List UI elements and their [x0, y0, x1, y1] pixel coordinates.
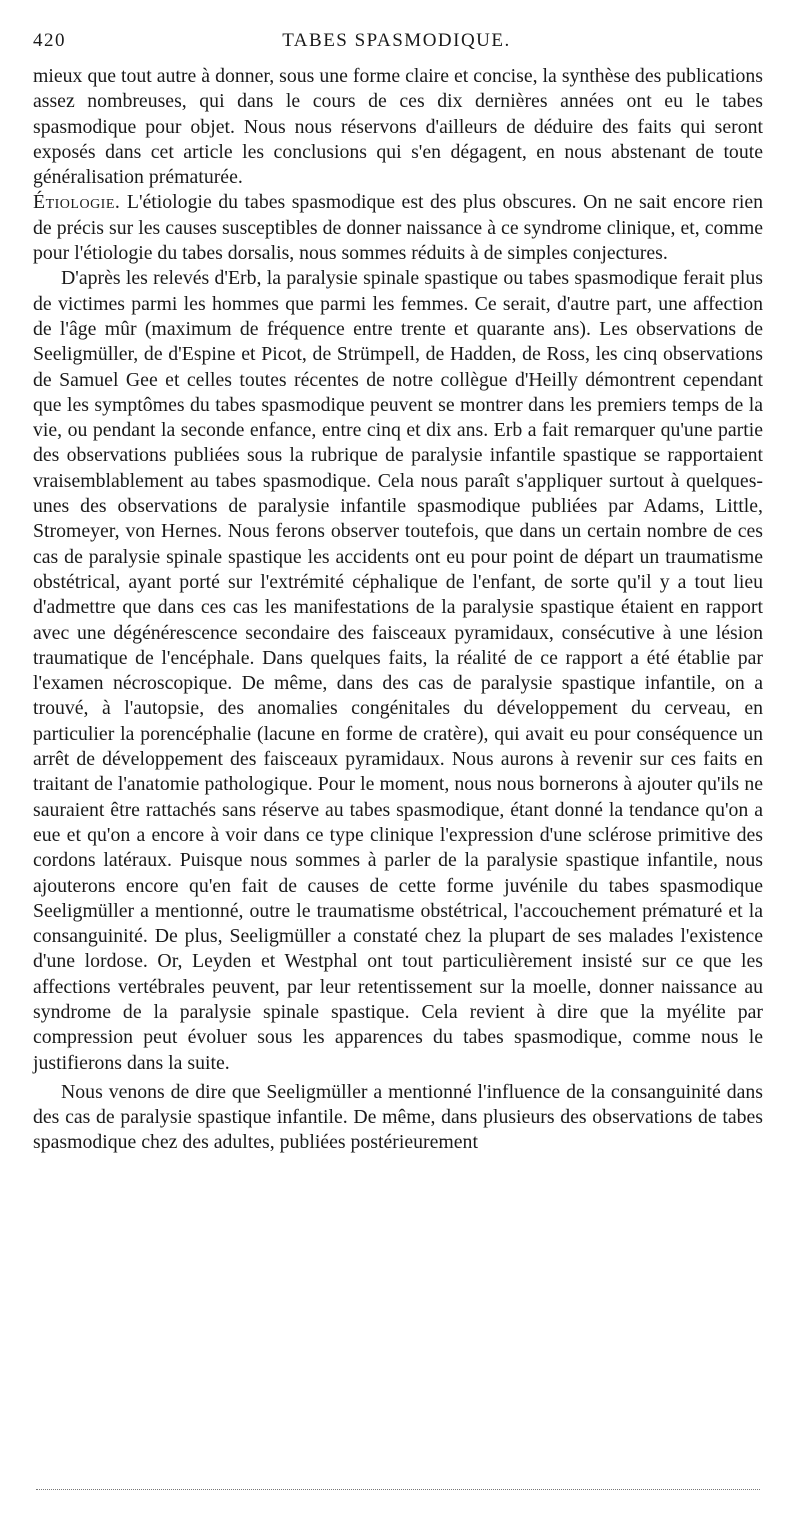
paragraph-etiologie-text: L'étiologie du tabes spasmodique est des plus obscures. On ne sait encore rien de précis sur les causes susceptibles de donner naissance à ce syndrome clinique, et, comme pour l'étiologie du tabes dorsalis, nous sommes réduits à de simples conjectures.	[33, 191, 763, 265]
running-title: TABES SPASMODIQUE.	[282, 30, 511, 51]
running-header	[33, 30, 760, 58]
paragraph-4: Nous venons de dire que Seeligmüller a mentionné l'influence de la consanguinité dans des cas de paralysie spastique infantile. De même, dans plusieurs des observations de tabes spasmodique chez des adultes, publiées postérieurement	[33, 1080, 763, 1154]
section-heading-etiologie: Étiologie.	[33, 191, 121, 214]
body-text	[33, 64, 763, 1156]
page-number: 420	[33, 30, 66, 51]
paragraph-etiologie	[33, 190, 763, 266]
paragraph-3: D'après les relevés d'Erb, la paralysie spinale spastique ou tabes spasmodique ferait plus de victimes parmi les hommes que parmi les femmes. Ce serait, d'autre part, une affection de l'âge mûr (maximum de fréquence entre trente et quarante ans). Les observations de Seeligmüller, de d'Espine et Picot, de Strümpell, de Hadden, de Ross, les cinq observations de Samuel Gee et celles toutes récentes de notre collègue d'Heilly démontrent cependant que les symptômes du tabes spasmodique peuvent se montrer dans les premiers temps de la vie, ou pendant la seconde enfance, entre cinq et dix ans. Erb a fait remarquer qu'une partie des observations publiées sous la rubrique de paralysie infantile spastique se rapportaient vraisemblablement au tabes spasmodique. Cela nous paraît s'appliquer surtout à quelques-unes des observations de paralysie infantile spasmodique publiées par Adams, Little, Stromeyer, von Hernes. Nous ferons observer toutefois, que dans un certain nombre de ces cas de paralysie spinale spastique les accidents ont eu pour point de départ un traumatisme obstétrical, ayant porté sur l'extrémité céphalique de l'enfant, de sorte qu'il y a tout lieu d'admettre que dans ces cas les manifestations de la paralysie spastique étaient en rapport avec une dégénérescence secondaire des faisceaux pyramidaux, consécutive à une lésion traumatique de l'encéphale. Dans quelques faits, la réalité de ce rapport a été établie par l'examen nécroscopique. De même, dans des cas de paralysie spastique infantile, on a trouvé, à l'autopsie, des anomalies congénitales du développement du cerveau, en particulier la porencéphalie (lacune en forme de cratère), qui avait eu pour conséquence un arrêt de développement des faisceaux pyramidaux. Nous aurons à revenir sur ces faits en traitant de l'anatomie pathologique. Pour le moment, nous nous bornerons à ajouter qu'ils ne sauraient être rattachés sans réserve au tabes spasmodique, étant donné la tendance qu'on a eue et qu'on a encore à voir dans ce type clinique l'expression d'une sclérose primitive des cordons latéraux. Puisque nous sommes à parler de la paralysie spastique infantile, nous ajouterons encore qu'en fait de causes de cette forme juvénile du tabes spasmodique Seeligmüller a mentionné, outre le traumatisme obstétrical, l'accouchement prématuré et la consanguinité. De plus, Seeligmüller a constaté chez la plupart de ses malades l'existence d'une lordose. Or, Leyden et Westphal ont tout particulièrement insisté sur ce que les affections vertébrales peuvent, par leur retentissement sur la moelle, donner naissance au syndrome de la paralysie spinale spastique. Cela revient à dire que la myélite par compression peut évoluer sous les apparences du tabes spasmodique, comme nous le justifierons dans la suite.	[33, 267, 763, 1074]
footer-dotted-rule	[36, 1489, 760, 1490]
paragraph-1: mieux que tout autre à donner, sous une forme claire et concise, la synthèse des publications assez nombreuses, qui dans le cours de ces dix dernières années ont eu le tabes spasmodique pour objet. Nous nous réservons d'ailleurs de déduire des faits qui seront exposés dans cet article les conclusions qui s'en dégagent, en nous abstenant de toute généralisation prématurée.	[33, 65, 763, 189]
